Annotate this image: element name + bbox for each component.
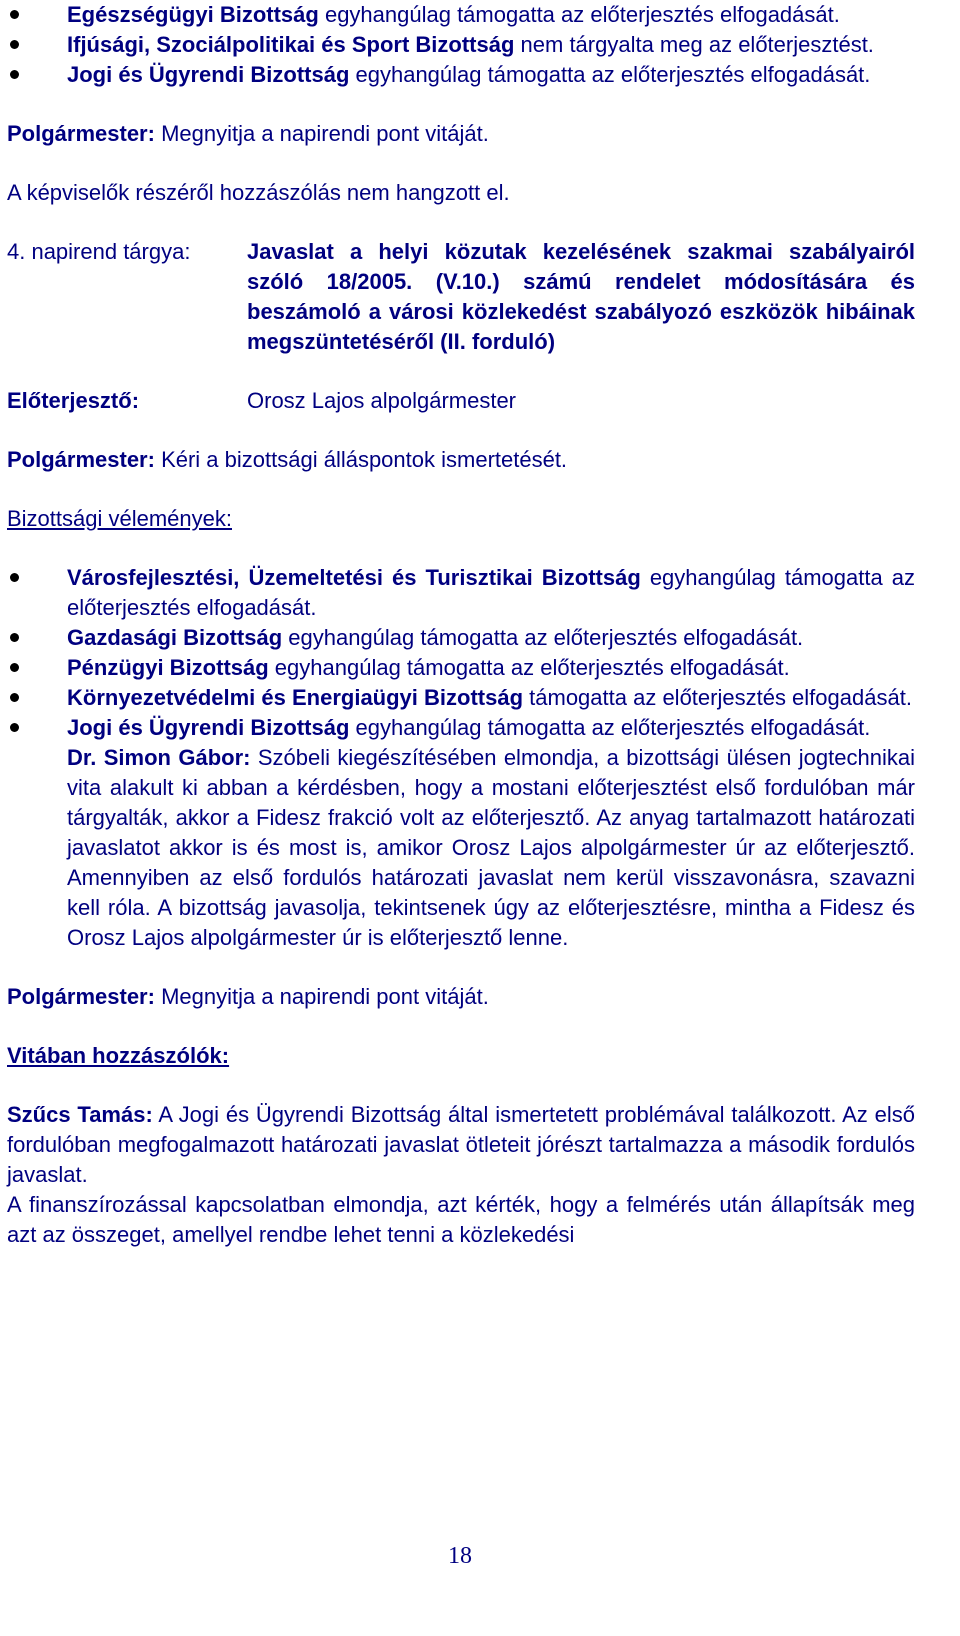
page-number: 18: [448, 1543, 472, 1569]
agenda-item: [7, 237, 915, 357]
no-comment-note: A képviselők részéről hozzászólás nem hangzott el.: [7, 180, 510, 205]
list-item: Jogi és Ügyrendi Bizottság egyhangúlag támogatta az előterjesztés elfogadását.: [7, 713, 915, 743]
speaker-name: Dr. Simon Gábor:: [67, 745, 251, 770]
presenter-value: Orosz Lajos alpolgármester: [247, 388, 517, 413]
financing-paragraph: A finanszírozással kapcsolatban elmondja, azt kérték, hogy a felmérés után állapítsák meg azt az összeget, amellyel rendbe lehet tenni a közlekedési: [7, 1192, 915, 1247]
agenda-label: 4. napirend tárgya:: [7, 239, 191, 264]
speaker-paragraph: Szűcs Tamás: A Jogi és Ügyrendi Bizottság által ismertetett problémával találkozott. Az első fordulóban megfogalmazott határozati javaslat ötleteit jórészt tartalmazza a második fordulós javaslat.: [7, 1102, 915, 1187]
committee-list: [7, 563, 915, 743]
committee-opinions-heading: Bizottsági vélemények:: [7, 506, 232, 531]
mayor-statement: Polgármester: Kéri a bizottsági álláspontok ismertetését.: [7, 447, 568, 472]
list-item: Pénzügyi Bizottság egyhangúlag támogatta az előterjesztés elfogadását.: [7, 653, 915, 683]
mayor-statement: Polgármester: Megnyitja a napirendi pont vitáját.: [7, 121, 489, 146]
presenter-label: Előterjesztő:: [7, 388, 140, 413]
speaker-name: Szűcs Tamás:: [7, 1102, 153, 1127]
speaker-paragraph: Dr. Simon Gábor: Szóbeli kiegészítésében elmondja, a bizottsági ülésen jogtechnikai vita alakult ki abban a kérdésben, hogy a mostani előterjesztést első fordulóban már tárgyalták, akkor a Fidesz frakció volt az előterjesztő. Az anyag tartalmazott határozati javaslatot akkor is és most is, amikor Orosz Lajos alpolgármester úr az előterjesztő. Amennyiben az első fordulós határozati javaslat nem kerül visszavonásra, szavazni kell róla. A bizottság javasolja, tekintsenek úgy az előterjesztésre, mintha a Fidesz és Orosz Lajos alpolgármester úr is előterjesztő lenne.: [67, 745, 915, 950]
list-item: Egészségügyi Bizottság egyhangúlag támogatta az előterjesztés elfogadását.: [7, 0, 915, 30]
presenter-row: [7, 386, 915, 416]
debate-heading: Vitában hozzászólók:: [7, 1043, 230, 1068]
committee-list-previous: [7, 0, 915, 90]
agenda-title: Javaslat a helyi közutak kezelésének szakmai szabályairól szóló 18/2005. (V.10.) számú rendelet módosítására és beszámoló a városi közlekedést szabályozó eszközök hibáinak megszüntetéséről (II. forduló): [247, 239, 915, 354]
list-item: Jogi és Ügyrendi Bizottság egyhangúlag támogatta az előterjesztés elfogadását.: [7, 60, 915, 90]
list-item: Gazdasági Bizottság egyhangúlag támogatta az előterjesztés elfogadását.: [7, 623, 915, 653]
list-item: Környezetvédelmi és Energiaügyi Bizottság támogatta az előterjesztés elfogadását.: [7, 683, 915, 713]
document-page: [7, 0, 915, 1250]
list-item: Városfejlesztési, Üzemeltetési és Turisztikai Bizottság egyhangúlag támogatta az előterjesztés elfogadását.: [7, 563, 915, 623]
mayor-statement: Polgármester: Megnyitja a napirendi pont vitáját.: [7, 984, 489, 1009]
list-item: Ifjúsági, Szociálpolitikai és Sport Bizottság nem tárgyalta meg az előterjesztést.: [7, 30, 915, 60]
